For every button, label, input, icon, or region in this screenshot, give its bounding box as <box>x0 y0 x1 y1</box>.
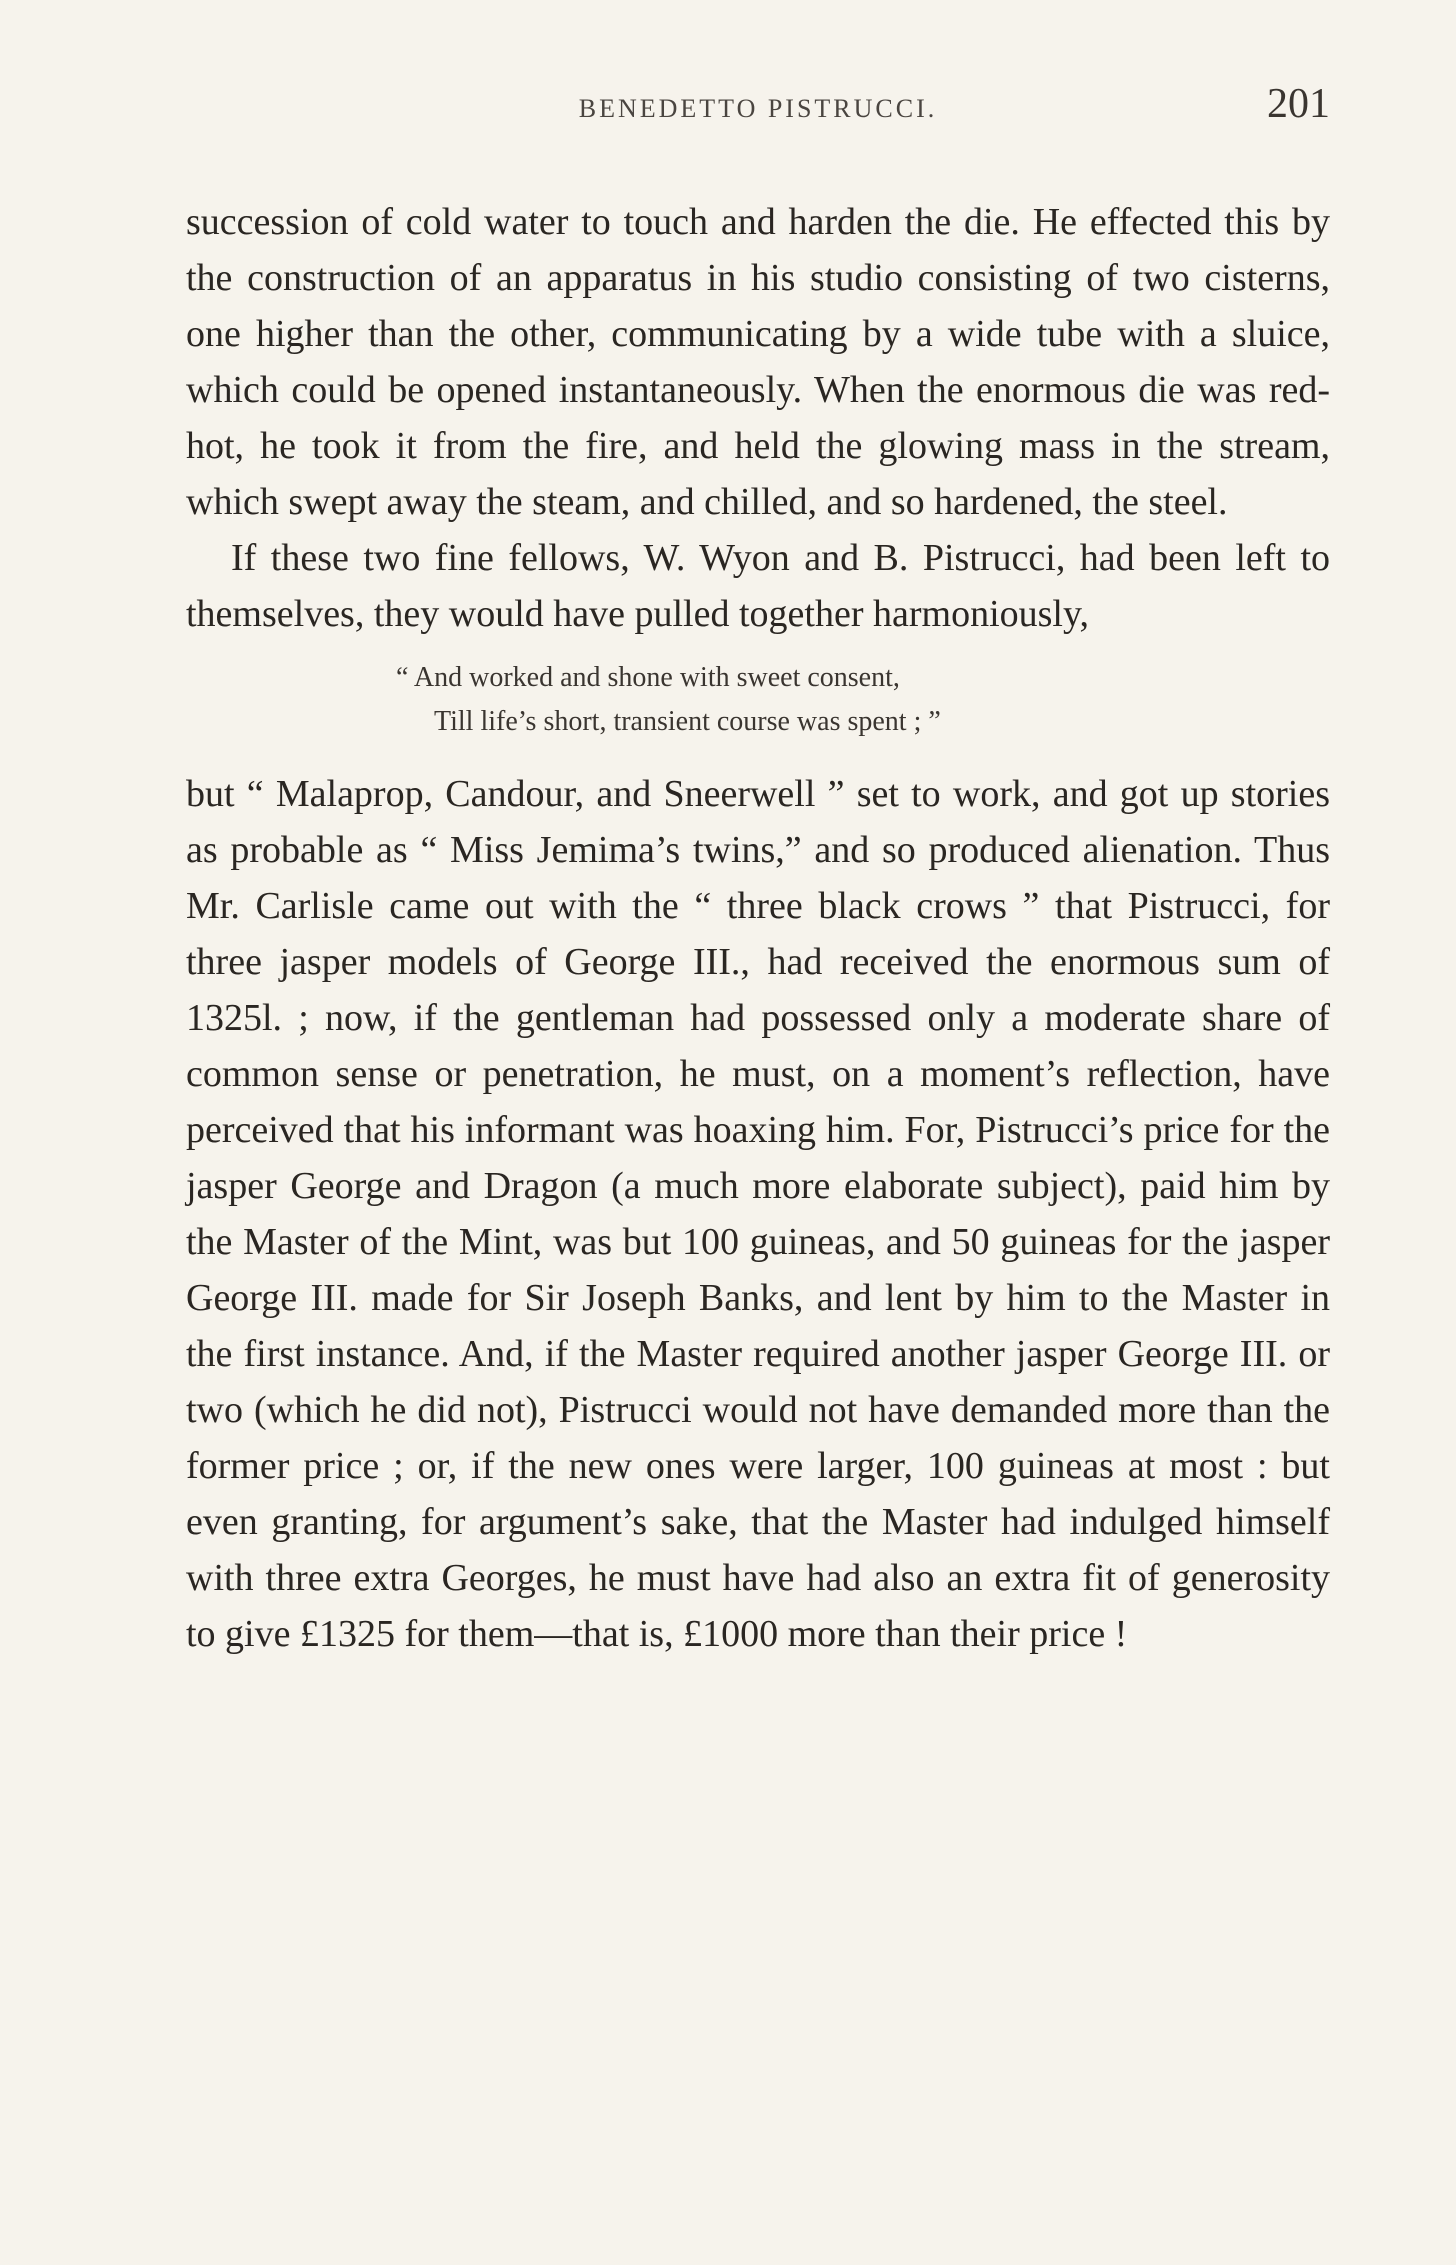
running-title: BENEDETTO PISTRUCCI. <box>578 94 938 123</box>
page-number: 201 <box>1267 81 1330 127</box>
paragraph-wyon-pistrucci: If these two fine fellows, W. Wyon and B. Pistrucci, had been left to themselves, they would have pulled together harmoniously, <box>186 537 1330 635</box>
paragraph-jasper-models: but “ Malaprop, Candour, and Sneerwell ” set to work, and got up stories as probable as “ Miss Jemima’s twins,” and so produced alienation. Thus Mr. Carlisle came out with the “ three black crows ” that Pistrucci, for three jasper models of George III., had received the enormous sum of 1325l. ; now, if the gentleman had possessed only a moderate share of common sense or penetration, he must, on a moment’s reflection, have perceived that his informant was hoaxing him. For, Pistrucci’s price for the jasper George and Dragon (a much more elaborate subject), paid him by the Master of the Mint, was but 100 guineas, and 50 guineas for the jasper George III. made for Sir Joseph Banks, and lent by him to the Master in the first instance. And, if the Master required another jasper George III. or two (which he did not), Pistrucci would not have demanded more than the former price ; or, if the new ones were larger, 100 guineas at most : but even granting, for argument’s sake, that the Master had indulged himself with three extra Georges, he must have had also an extra fit of generosity to give £1325 for them—that is, £1000 more than their price ! <box>186 773 1330 1655</box>
book-page <box>186 80 1330 1662</box>
paragraph-continued: succession of cold water to touch and harden the die. He effected this by the construction of an apparatus in his studio consisting of two cisterns, one higher than the other, communicating by a wide tube with a sluice, which could be opened instantaneously. When the enormous die was red-hot, he took it from the fire, and held the glowing mass in the stream, which swept away the steam, and chilled, and so hardened, the steel. <box>186 201 1330 523</box>
verse-quotation <box>186 656 1330 744</box>
running-header <box>186 80 1330 144</box>
verse-line: “ And worked and shone with sweet consent, <box>396 662 900 693</box>
verse-line: Till life’s short, transient course was spent ; ” <box>434 706 941 737</box>
